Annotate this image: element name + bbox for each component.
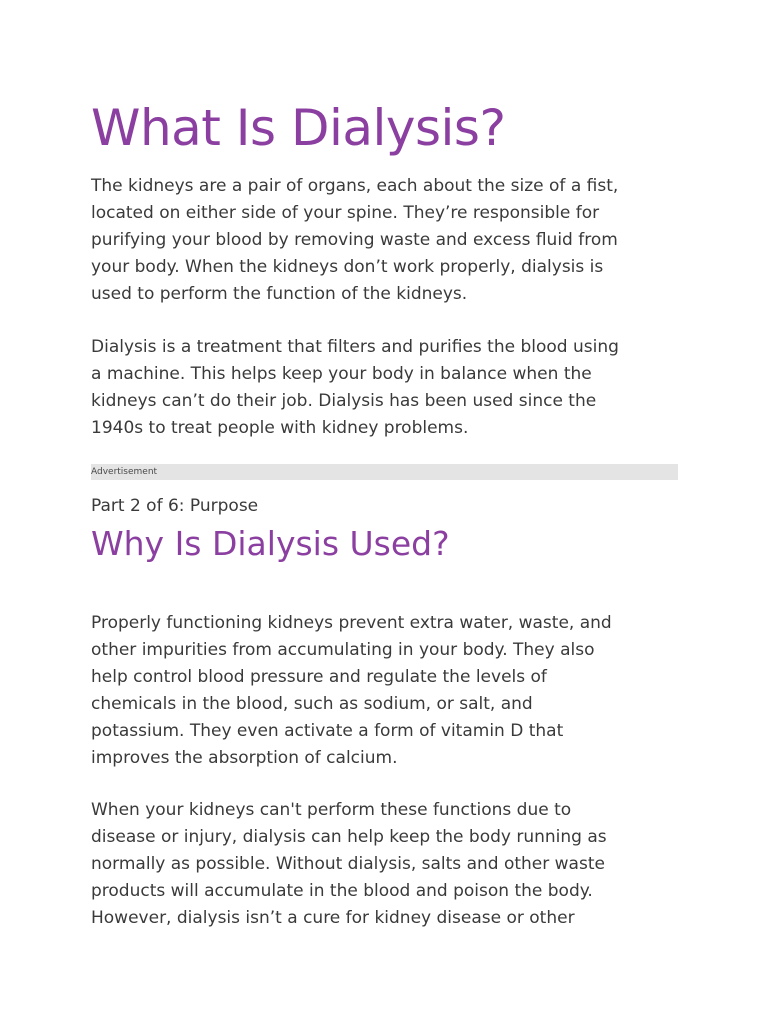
section-title: Why Is Dialysis Used? [91, 524, 450, 563]
text-line: normally as possible. Without dialysis, salts and other waste [91, 854, 605, 874]
advertisement-label: Advertisement [91, 467, 158, 477]
text-line: The kidneys are a pair of organs, each about the size of a fist, [91, 176, 619, 196]
text-line: 1940s to treat people with kidney problems. [91, 418, 469, 438]
text-line: help control blood pressure and regulate the levels of [91, 667, 547, 687]
text-line: chemicals in the blood, such as sodium, or salt, and [91, 694, 533, 714]
intro-paragraph [91, 173, 691, 308]
text-line: located on either side of your spine. They’re responsible for [91, 203, 600, 223]
text-line: used to perform the function of the kidneys. [91, 284, 468, 304]
advertisement-banner[interactable] [91, 464, 678, 480]
text-line: When your kidneys can't perform these functions due to [91, 800, 572, 820]
text-line: Properly functioning kidneys prevent extra water, waste, and [91, 613, 612, 633]
text-line: disease or injury, dialysis can help keep the body running as [91, 827, 607, 847]
text-line: a machine. This helps keep your body in balance when the [91, 364, 592, 384]
text-line: products will accumulate in the blood and poison the body. [91, 881, 593, 901]
purpose-paragraph [91, 610, 691, 772]
part-label: Part 2 of 6: Purpose [91, 496, 259, 516]
treatment-paragraph [91, 334, 691, 442]
page-title: What Is Dialysis? [91, 99, 506, 157]
failure-paragraph [91, 797, 691, 932]
text-line: Dialysis is a treatment that filters and purifies the blood using [91, 337, 619, 357]
text-line: potassium. They even activate a form of vitamin D that [91, 721, 564, 741]
text-line: kidneys can’t do their job. Dialysis has been used since the [91, 391, 597, 411]
text-line: your body. When the kidneys don’t work properly, dialysis is [91, 257, 604, 277]
text-line: other impurities from accumulating in your body. They also [91, 640, 595, 660]
text-line: purifying your blood by removing waste and excess fluid from [91, 230, 618, 250]
text-line: improves the absorption of calcium. [91, 748, 398, 768]
text-line: However, dialysis isn’t a cure for kidney disease or other [91, 908, 575, 928]
